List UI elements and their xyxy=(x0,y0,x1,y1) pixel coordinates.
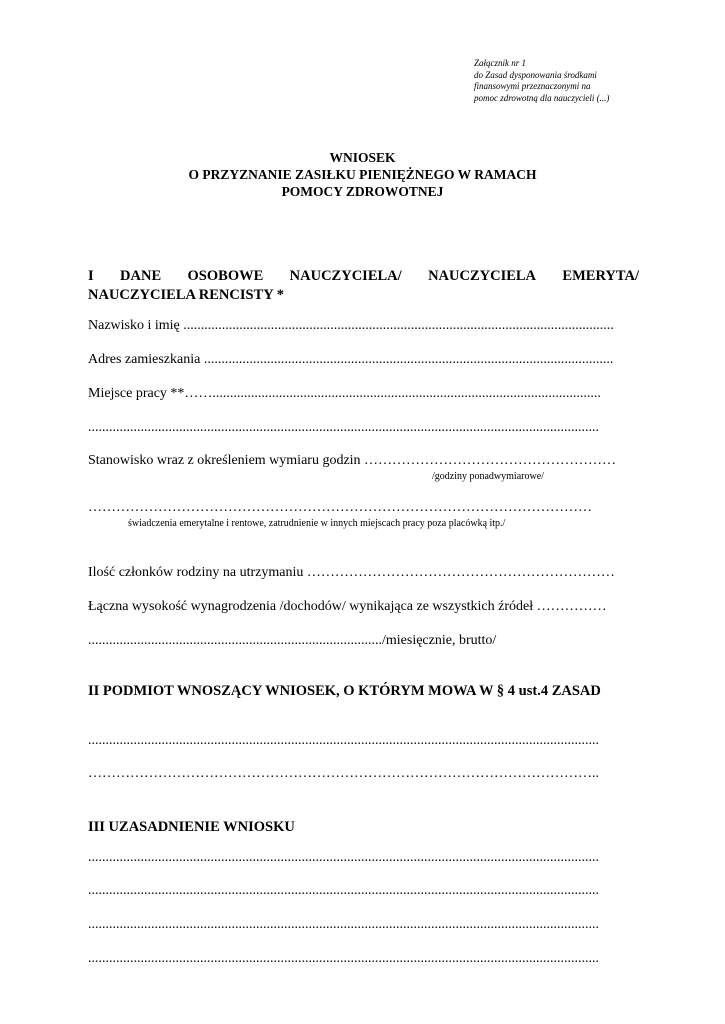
address-field[interactable]: ..................................................................................................................... xyxy=(203,352,614,367)
heading-word: EMERYTA/ xyxy=(562,268,639,284)
section2-field-2[interactable]: ……………………………………………………………………………………………….. xyxy=(88,766,599,781)
justification-field-2[interactable]: .................................................................................................................................................. xyxy=(88,883,599,898)
address-row xyxy=(88,352,639,368)
position-field[interactable]: ……………………………………………… xyxy=(364,453,617,468)
annex-line-1: Załącznik nr 1 xyxy=(474,58,527,68)
annex-line-4: pomoc zdrowotną dla nauczycieli (...) xyxy=(474,92,610,103)
title-line-2: O PRZYZNANIE ZASIŁKU PIENIĘŻNEGO W RAMACH xyxy=(188,167,537,182)
address-label: Adres zamieszkania xyxy=(88,352,201,367)
income-row xyxy=(88,599,639,615)
position-note: /godziny ponadwymiarowe/ xyxy=(432,471,544,482)
section1-heading xyxy=(88,268,639,285)
section2-field-1[interactable]: .................................................................................................................................................. xyxy=(88,733,599,748)
workplace-extra-field[interactable]: .................................................................................................................................................. xyxy=(88,420,599,435)
income-amount-field[interactable]: .................................................................................... xyxy=(88,633,382,648)
justification-field-3[interactable]: .................................................................................................................................................. xyxy=(88,917,599,932)
name-label: Nazwisko i imię xyxy=(88,318,180,333)
annex-line-2: do Zasad dysponowania środkami xyxy=(474,69,597,80)
heading-word: NAUCZYCIELA xyxy=(428,268,537,284)
family-field[interactable]: ………………………………………………………… xyxy=(306,565,615,580)
benefits-field[interactable]: ……………………………………………………………………………………………… xyxy=(88,500,592,515)
justification-field-4[interactable]: .................................................................................................................................................. xyxy=(88,951,599,966)
workplace-row xyxy=(88,386,639,402)
income-suffix: /miesięcznie, brutto/ xyxy=(382,633,497,648)
name-field[interactable]: ........................................................................................................................... xyxy=(183,318,614,333)
name-row xyxy=(88,318,639,334)
income-label: Łączna wysokość wynagrodzenia /dochodów/ wynikająca ze wszystkich źródeł xyxy=(88,599,534,614)
family-row xyxy=(88,565,639,581)
income-field[interactable]: …………… xyxy=(536,599,607,614)
title-line-3: POMOCY ZDROWOTNEJ xyxy=(281,184,444,199)
benefits-note: świadczenia emerytalne i rentowe, zatrudnienie w innych miejscach pracy poza placówką itp./ xyxy=(128,518,506,529)
section2-heading: II PODMIOT WNOSZĄCY WNIOSEK, O KTÓRYM MOWA W § 4 ust.4 ZASAD xyxy=(88,683,601,699)
heading-word: DANE xyxy=(120,268,162,284)
title-line-1: WNIOSEK xyxy=(329,150,396,165)
heading-word: I xyxy=(88,268,94,284)
annex-note xyxy=(474,58,609,104)
workplace-label: Miejsce pracy ** xyxy=(88,386,185,401)
heading-word: NAUCZYCIELA/ xyxy=(289,268,402,284)
annex-line-3: finansowymi przeznaczonymi na xyxy=(474,81,591,91)
position-label: Stanowisko wraz z określeniem wymiaru godzin xyxy=(88,453,361,468)
position-row xyxy=(88,453,639,469)
justification-field-1[interactable]: .................................................................................................................................................. xyxy=(88,850,599,865)
workplace-field[interactable]: ……............................................................................................................... xyxy=(184,386,601,401)
section3-heading: III UZASADNIENIE WNIOSKU xyxy=(88,819,295,835)
family-label: Ilość członków rodziny na utrzymaniu xyxy=(88,565,304,580)
income-amount-row xyxy=(88,633,496,649)
section1-heading-line-2: NAUCZYCIELA RENCISTY * xyxy=(88,287,285,303)
heading-word: OSOBOWE xyxy=(187,268,264,284)
